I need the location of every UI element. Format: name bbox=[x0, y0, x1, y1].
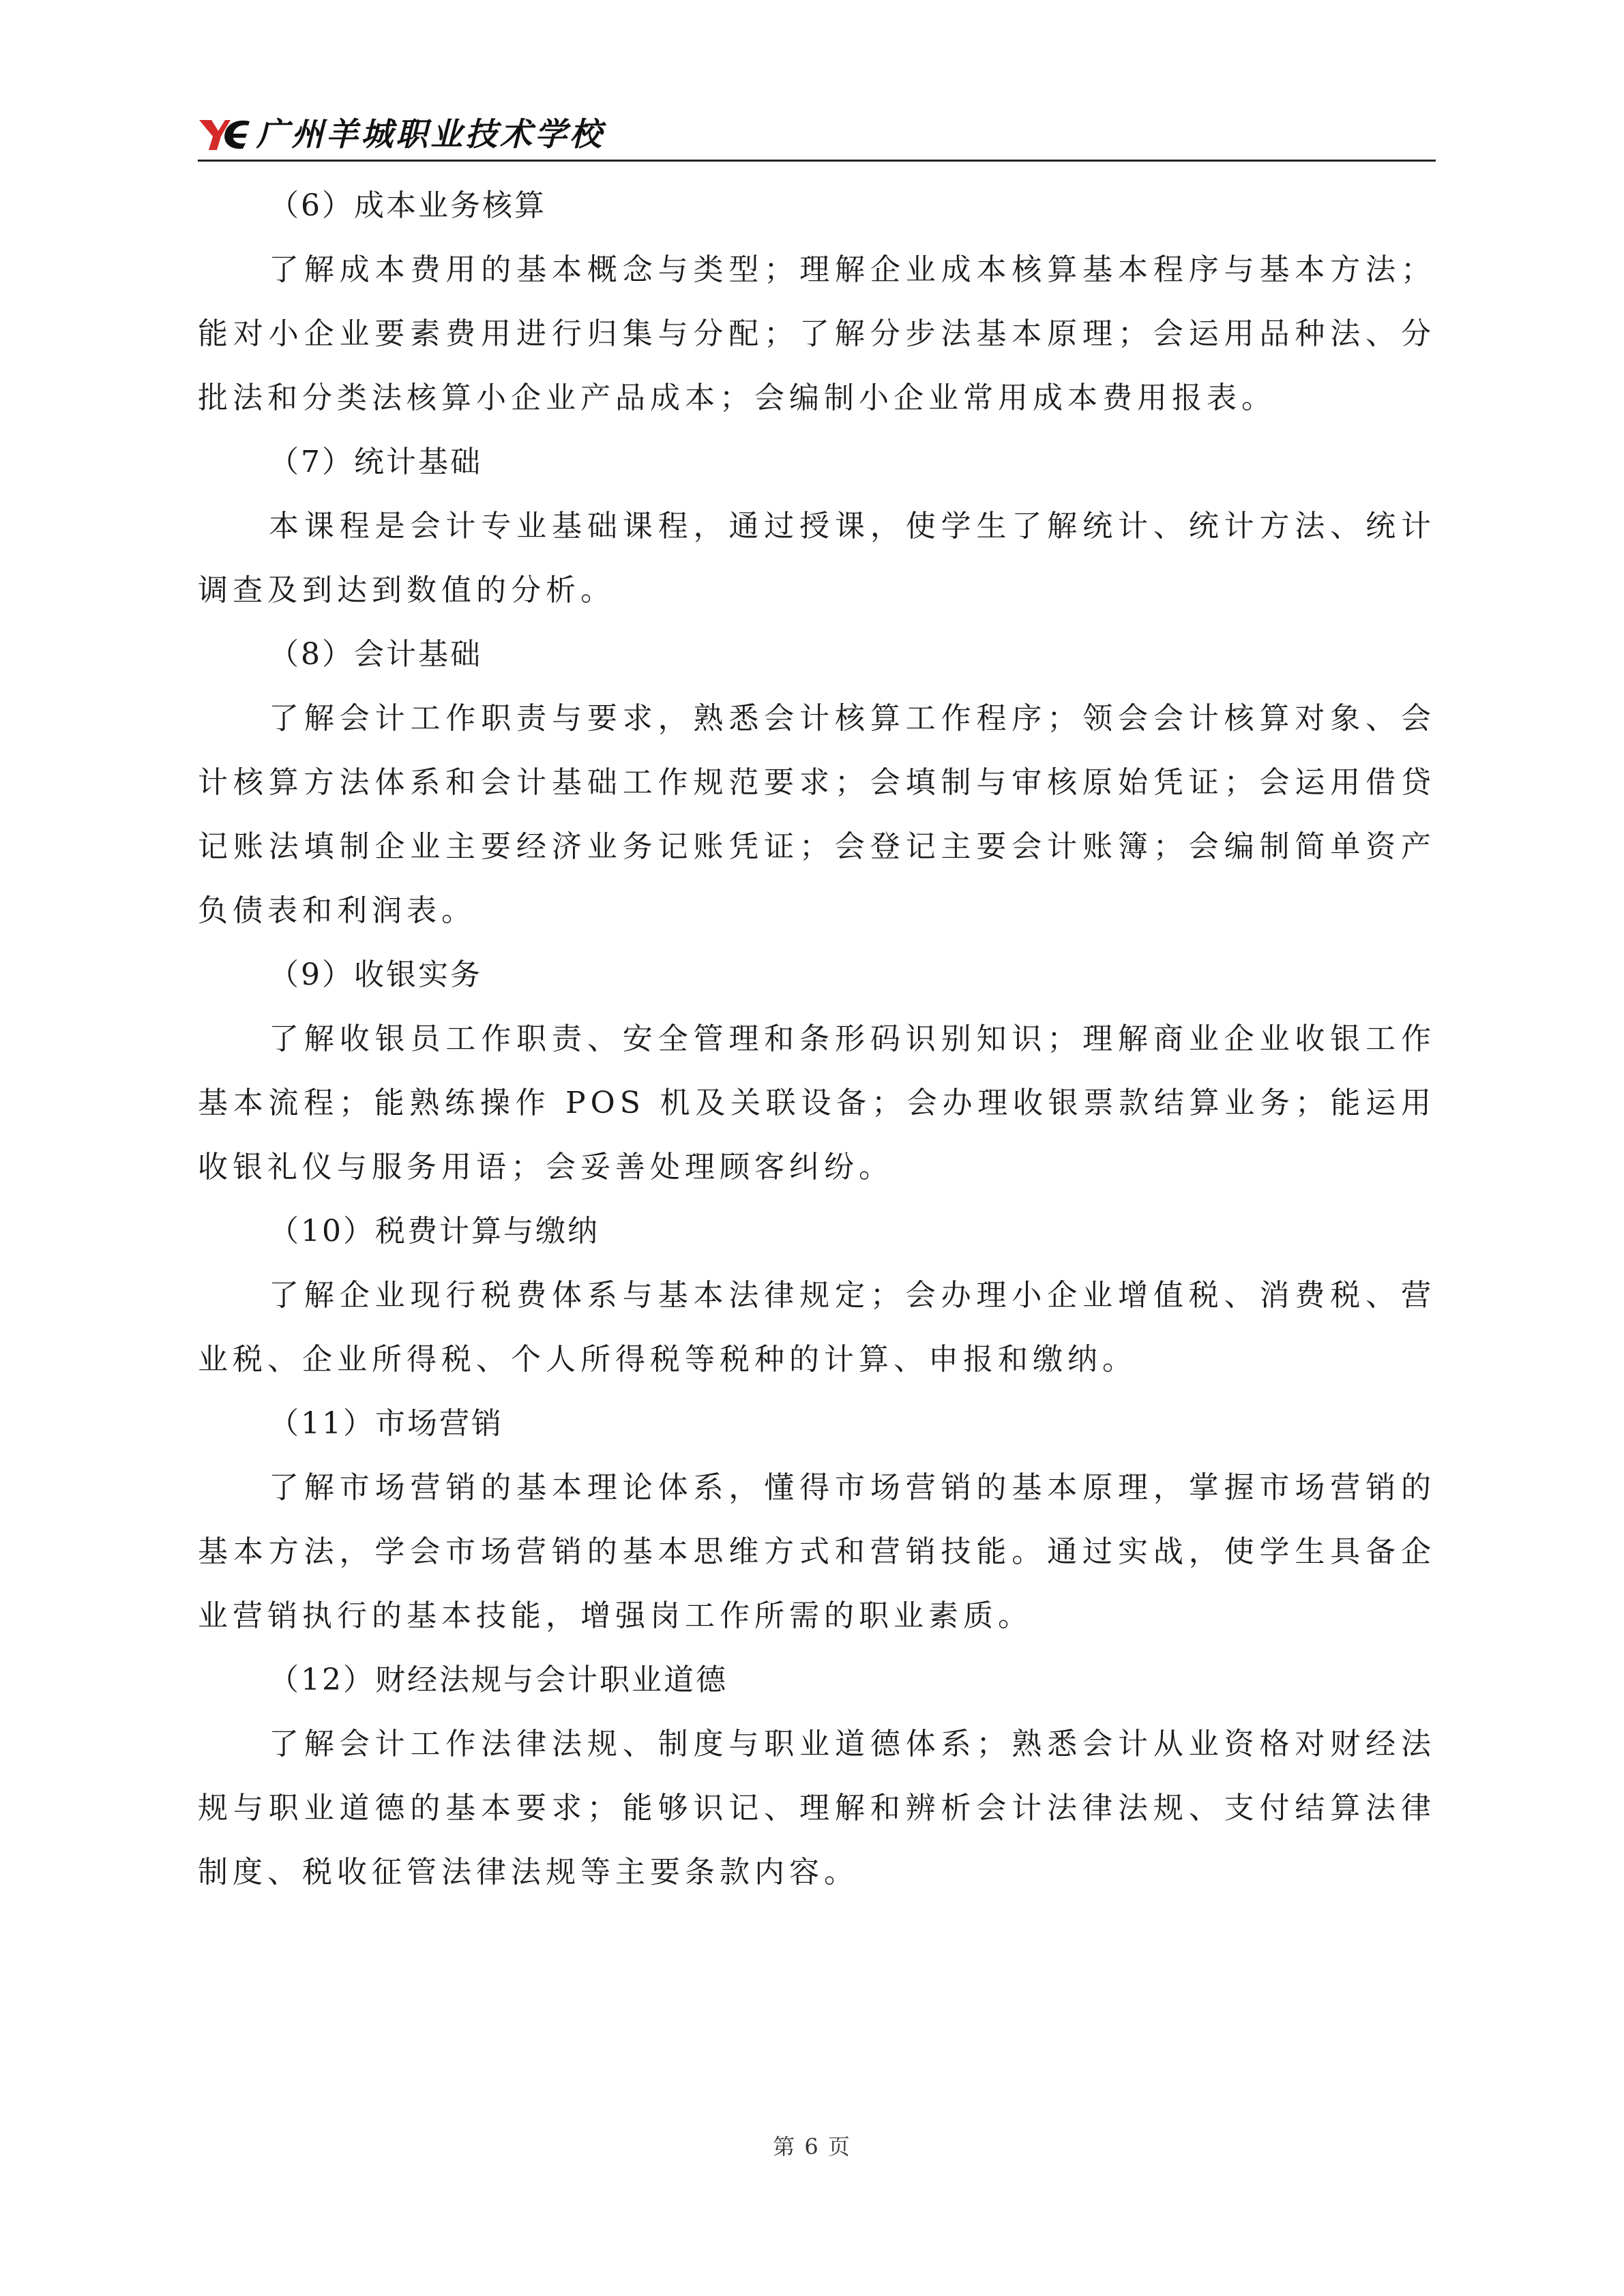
section-body: 了解企业现行税费体系与基本法律规定；会办理小企业增值税、消费税、营业税、企业所得税、个人所得税等税种的计算、申报和缴纳。 bbox=[198, 1278, 1436, 1377]
page-header bbox=[198, 115, 1436, 162]
section-title: （12）财经法规与会计职业道德 bbox=[269, 1663, 728, 1697]
section-body: 了解成本费用的基本概念与类型；理解企业成本核算基本程序与基本方法；能对小企业要素费用进行归集与分配；了解分步法基本原理；会运用品种法、分批法和分类法核算小企业产品成本；会编制小企业常用成本费用报表。 bbox=[198, 252, 1436, 415]
section-10 bbox=[198, 1199, 1436, 1392]
document-body bbox=[198, 174, 1436, 1905]
section-title: （11）市场营销 bbox=[269, 1406, 503, 1441]
section-title: （9）收银实务 bbox=[269, 957, 482, 992]
section-body: 本课程是会计专业基础课程，通过授课，使学生了解统计、统计方法、统计调查及到达到数值的分析。 bbox=[198, 509, 1436, 608]
school-name: 广州羊城职业技术学校 bbox=[256, 116, 604, 153]
section-title: （8）会计基础 bbox=[269, 637, 482, 672]
section-11 bbox=[198, 1392, 1436, 1648]
page-number: 第 6 页 bbox=[773, 2134, 851, 2160]
section-title: （6）成本业务核算 bbox=[269, 188, 546, 223]
section-12 bbox=[198, 1648, 1436, 1905]
section-7 bbox=[198, 430, 1436, 623]
section-title: （10）税费计算与缴纳 bbox=[269, 1214, 600, 1249]
section-body: 了解市场营销的基本理论体系，懂得市场营销的基本原理，掌握市场营销的基本方法，学会市场营销的基本思维方式和营销技能。通过实战，使学生具备企业营销执行的基本技能，增强岗工作所需的职业素质。 bbox=[198, 1470, 1436, 1633]
section-body: 了解会计工作法律法规、制度与职业道德体系；熟悉会计从业资格对财经法规与职业道德的基本要求；能够识记、理解和辨析会计法律法规、支付结算法律制度、税收征管法律法规等主要条款内容。 bbox=[198, 1727, 1436, 1890]
yangcheng-school-logo-icon bbox=[198, 116, 251, 154]
section-title: （7）统计基础 bbox=[269, 445, 482, 479]
section-8 bbox=[198, 623, 1436, 943]
section-body: 了解会计工作职责与要求，熟悉会计核算工作程序；领会会计核算对象、会计核算方法体系和会计基础工作规范要求；会填制与审核原始凭证；会运用借贷记账法填制企业主要经济业务记账凭证；会登记主要会计账簿；会编制简单资产负债表和利润表。 bbox=[198, 701, 1436, 928]
section-body: 了解收银员工作职责、安全管理和条形码识别知识；理解商业企业收银工作基本流程；能熟练操作 POS 机及关联设备；会办理收银票款结算业务；能运用收银礼仪与服务用语；会妥善处理顾客纠纷。 bbox=[198, 1022, 1436, 1184]
section-9 bbox=[198, 943, 1436, 1199]
section-6 bbox=[198, 174, 1436, 430]
